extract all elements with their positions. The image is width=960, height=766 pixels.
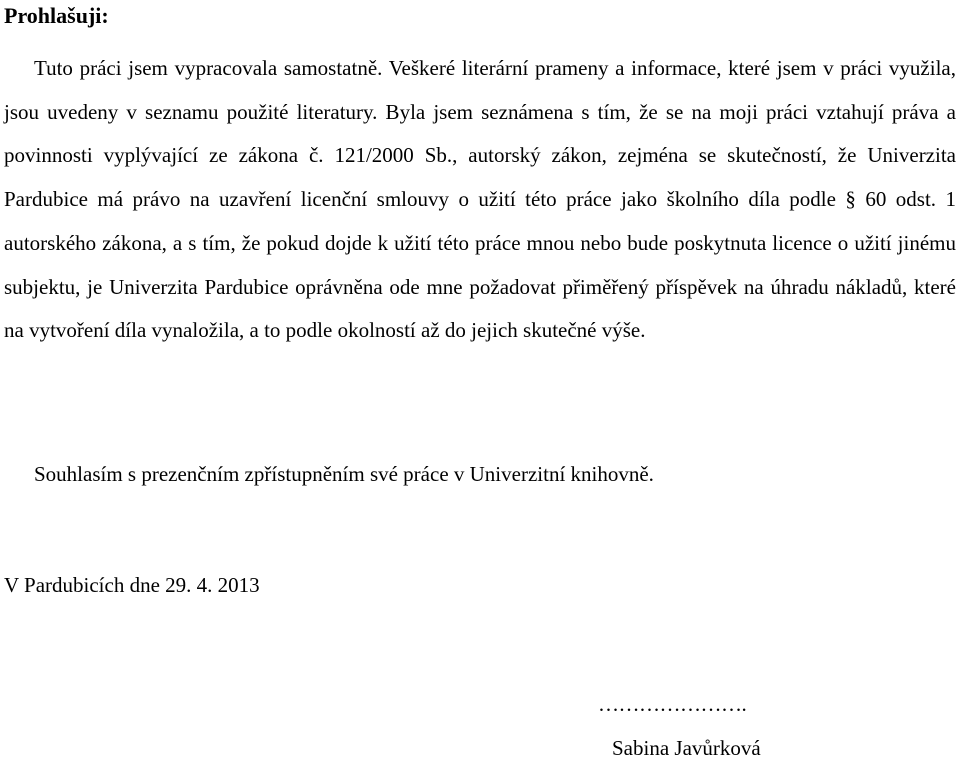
library-consent-text: Souhlasím s prezenčním zpřístupněním své práce v Univerzitní knihovně. [34, 462, 654, 486]
declaration-body-text: Tuto práci jsem vypracovala samostatně. Veškeré literární prameny a informace, které jsem v práci využila, jsou uvedeny v seznamu použité literatury. Byla jsem seznámena s tím, že se na moji práci vztahují práva a povinnosti vyplývající ze zákona č. 121/2000 Sb., autorský zákon, zejména se skutečností, že Univerzita Pardubice má právo na uzavření licenční smlouvy o užití této práce jako školního díla podle § 60 odst. 1 autorského zákona, a s tím, že pokud dojde k užití této práce mnou nebo bude poskytnuta licence o užití jinému subjektu, je Univerzita Pardubice oprávněna ode mne požadovat přiměřený příspěvek na úhradu nákladů, které na vytvoření díla vynaložila, a to podle okolností až do jejich skutečné výše. [4, 56, 956, 343]
declaration-paragraph [4, 47, 956, 353]
signature-line: …………………. [598, 692, 747, 716]
signature-name: Sabina Javůrková [612, 736, 761, 760]
place-and-date: V Pardubicích dne 29. 4. 2013 [4, 573, 260, 597]
declaration-heading: Prohlašuji: [4, 3, 109, 28]
